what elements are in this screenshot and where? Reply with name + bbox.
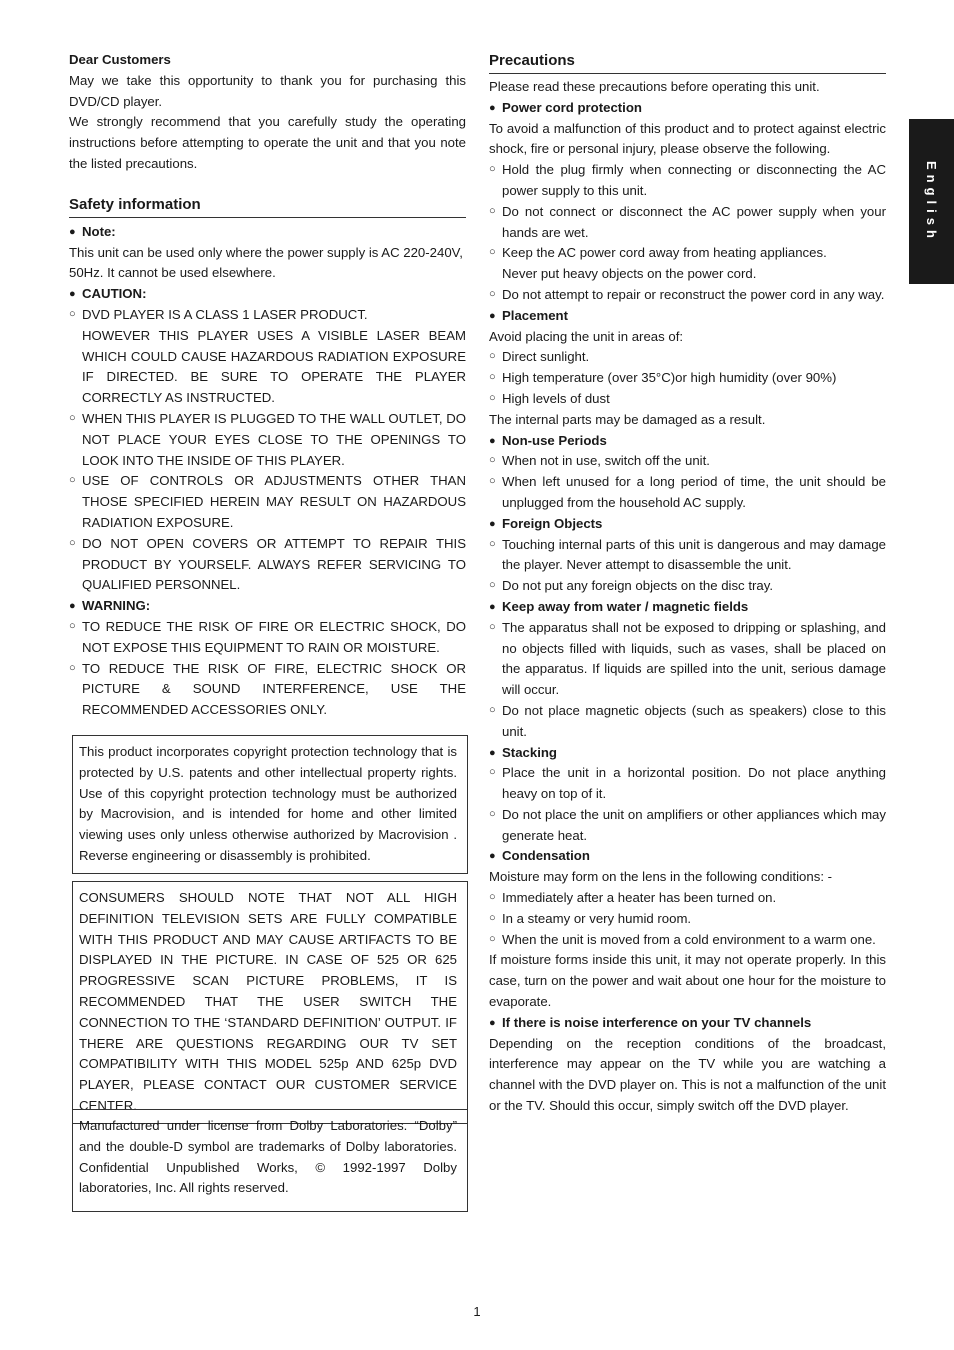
condensation-text: Moisture may form on the lens in the following conditions: - bbox=[489, 869, 833, 885]
precautions-heading: Precautions bbox=[489, 50, 886, 74]
power-cord-text: To avoid a malfunction of this product and to protect against electric shock, fire or personal injury, please observe the following. bbox=[489, 120, 886, 157]
warning-label: ● WARNING: bbox=[69, 596, 466, 617]
foreign-objects-item: ○ Do not put any foreign objects on the disc tray. bbox=[489, 576, 886, 597]
power-cord-label: ● Power cord protection bbox=[489, 98, 886, 119]
condensation-item: ○ In a steamy or very humid room. bbox=[489, 909, 886, 930]
condensation-after: If moisture forms inside this unit, it may not operate properly. In this case, turn on the power and wait about one hour for the moisture to evaporate. bbox=[489, 952, 886, 1010]
condensation-item: ○ Immediately after a heater has been turned on. bbox=[489, 888, 886, 909]
caution-item: ○ DO NOT OPEN COVERS OR ATTEMPT TO REPAIR THIS PRODUCT BY YOURSELF. ALWAYS REFER SERVICING TO QUALIFIED PERSONNEL. bbox=[69, 534, 466, 596]
power-cord-item: ○ Do not attempt to repair or reconstruct the power cord in any way. bbox=[489, 285, 886, 306]
left-column bbox=[69, 50, 466, 721]
placement-label: ● Placement bbox=[489, 306, 886, 327]
precautions-intro: Please read these precautions before operating this unit. bbox=[489, 79, 820, 94]
note-text: This unit can be used only where the power supply is AC 220-240V, 50Hz. It cannot be used elsewhere. bbox=[69, 244, 463, 281]
placement-after: The internal parts may be damaged as a result. bbox=[489, 411, 766, 427]
language-side-tab-label: English bbox=[924, 160, 939, 243]
stacking-item: ○ Place the unit in a horizontal position. Do not place anything heavy on top of it. bbox=[489, 763, 886, 805]
power-cord-item: ○ Hold the plug firmly when connecting or disconnecting the AC power supply to this unit. bbox=[489, 160, 886, 202]
warning-item: ○ TO REDUCE THE RISK OF FIRE, ELECTRIC SHOCK OR PICTURE & SOUND INTERFERENCE, USE THE RECOMMENDED ACCESSORIES ONLY. bbox=[69, 659, 466, 721]
power-cord-item: ○ Keep the AC power cord away from heating appliances. bbox=[489, 243, 886, 264]
caution-label: ● CAUTION: bbox=[69, 284, 466, 305]
macrovision-notice-box: This product incorporates copyright protection technology that is protected by U.S. patents and other intellectual property rights. Use of this copyright protection technology must be authorized by Macrovision, and is intended for home and other limited viewing uses only unless otherwise authorized by Macrovision . Reverse engineering or disassembly is prohibited. bbox=[72, 735, 468, 874]
foreign-objects-label: ● Foreign Objects bbox=[489, 514, 886, 535]
safety-information-heading: Safety information bbox=[69, 194, 466, 218]
noise-interference-label: ● If there is noise interference on your TV channels bbox=[489, 1013, 886, 1034]
water-magnetic-label: ● Keep away from water / magnetic fields bbox=[489, 597, 886, 618]
dear-paragraph-2: We strongly recommend that you carefully study the operating instructions before attempting to operate the unit and that you note the listed precautions. bbox=[69, 114, 466, 171]
condensation-label: ● Condensation bbox=[489, 846, 886, 867]
noise-interference-text: Depending on the reception conditions of the broadcast, interference may appear on the TV while you are watching a channel with the DVD player on. This is not a malfunction of the unit or the TV. Should this occur, simply switch off the DVD player. bbox=[489, 1035, 886, 1114]
dolby-license-notice-box: Manufactured under license from Dolby Laboratories. “Dolby” and the double-D symbol are trademarks of Dolby laboratories. Confidential Unpublished Works, © 1992-1997 Dolby laboratories, Inc. All rights reserved. bbox=[72, 1109, 468, 1212]
dear-customers-title: Dear Customers bbox=[69, 52, 171, 67]
caution-item-continuation: HOWEVER THIS PLAYER USES A VISIBLE LASER BEAM WHICH COULD CAUSE HAZARDOUS RADIATION EXPOSURE IF DIRECTED. BE SURE TO OPERATE THE PLAYER CORRECTLY AS INSTRUCTED. bbox=[82, 327, 466, 406]
power-cord-item: ○ Do not connect or disconnect the AC power supply when your hands are wet. bbox=[489, 202, 886, 244]
condensation-item: ○ When the unit is moved from a cold environment to a warm one. bbox=[489, 930, 886, 951]
foreign-objects-item: ○ Touching internal parts of this unit is dangerous and may damage the player. Never attempt to disassemble the unit. bbox=[489, 535, 886, 577]
placement-item: ○ Direct sunlight. bbox=[489, 347, 886, 368]
hdtv-compatibility-notice-box: CONSUMERS SHOULD NOTE THAT NOT ALL HIGH DEFINITION TELEVISION SETS ARE FULLY COMPATIBLE WITH THIS PRODUCT AND MAY CAUSE ARTIFACTS TO BE DISPLAYED IN THE PICTURE. IN CASE OF 525 OR 625 PROGRESSIVE SCAN PICTURE PROBLEMS, IT IS RECOMMENDED THAT THE USER SWITCH THE CONNECTION TO THE ‘STANDARD DEFINITION’ OUTPUT. IF THERE ARE QUESTIONS REGARDING OUR TV SET COMPATIBILITY WITH THIS MODEL 525p AND 625p DVD PLAYER, PLEASE CONTACT OUR CUSTOMER SERVICE CENTER. bbox=[72, 881, 468, 1124]
stacking-item: ○ Do not place the unit on amplifiers or other appliances which may generate heat. bbox=[489, 805, 886, 847]
stacking-label: ● Stacking bbox=[489, 743, 886, 764]
placement-text: Avoid placing the unit in areas of: bbox=[489, 328, 684, 344]
note-label: ● Note: bbox=[69, 222, 466, 243]
warning-item: ○ TO REDUCE THE RISK OF FIRE OR ELECTRIC SHOCK, DO NOT EXPOSE THIS EQUIPMENT TO RAIN OR MOISTURE. bbox=[69, 617, 466, 659]
page-number: 1 bbox=[473, 1304, 481, 1319]
power-cord-item-continuation: Never put heavy objects on the power cord. bbox=[502, 266, 757, 282]
caution-item: ○ USE OF CONTROLS OR ADJUSTMENTS OTHER THAN THOSE SPECIFIED HEREIN MAY RESULT ON HAZARDOUS RADIATION EXPOSURE. bbox=[69, 471, 466, 533]
right-column bbox=[489, 50, 886, 1117]
dear-paragraph-1: May we take this opportunity to thank you for purchasing this DVD/CD player. bbox=[69, 72, 466, 109]
placement-item: ○ High temperature (over 35°C)or high humidity (over 90%) bbox=[489, 368, 886, 389]
language-side-tab bbox=[909, 119, 954, 284]
nonuse-label: ● Non-use Periods bbox=[489, 431, 886, 452]
nonuse-item: ○ When not in use, switch off the unit. bbox=[489, 451, 886, 472]
water-magnetic-item: ○ The apparatus shall not be exposed to dripping or splashing, and no objects filled with liquids, such as vases, shall be placed on the apparatus. If liquids are spilled into the unit, serious damage will occur. bbox=[489, 618, 886, 701]
water-magnetic-item: ○ Do not place magnetic objects (such as speakers) close to this unit. bbox=[489, 701, 886, 743]
placement-item: ○ High levels of dust bbox=[489, 389, 886, 410]
caution-item: ○ WHEN THIS PLAYER IS PLUGGED TO THE WALL OUTLET, DO NOT PLACE YOUR EYES CLOSE TO THE OPENINGS TO LOOK INTO THE INSIDE OF THIS PLAYER. bbox=[69, 409, 466, 471]
nonuse-item: ○ When left unused for a long period of time, the unit should be unplugged from the household AC supply. bbox=[489, 472, 886, 514]
caution-item: ○ DVD PLAYER IS A CLASS 1 LASER PRODUCT. bbox=[69, 305, 466, 326]
